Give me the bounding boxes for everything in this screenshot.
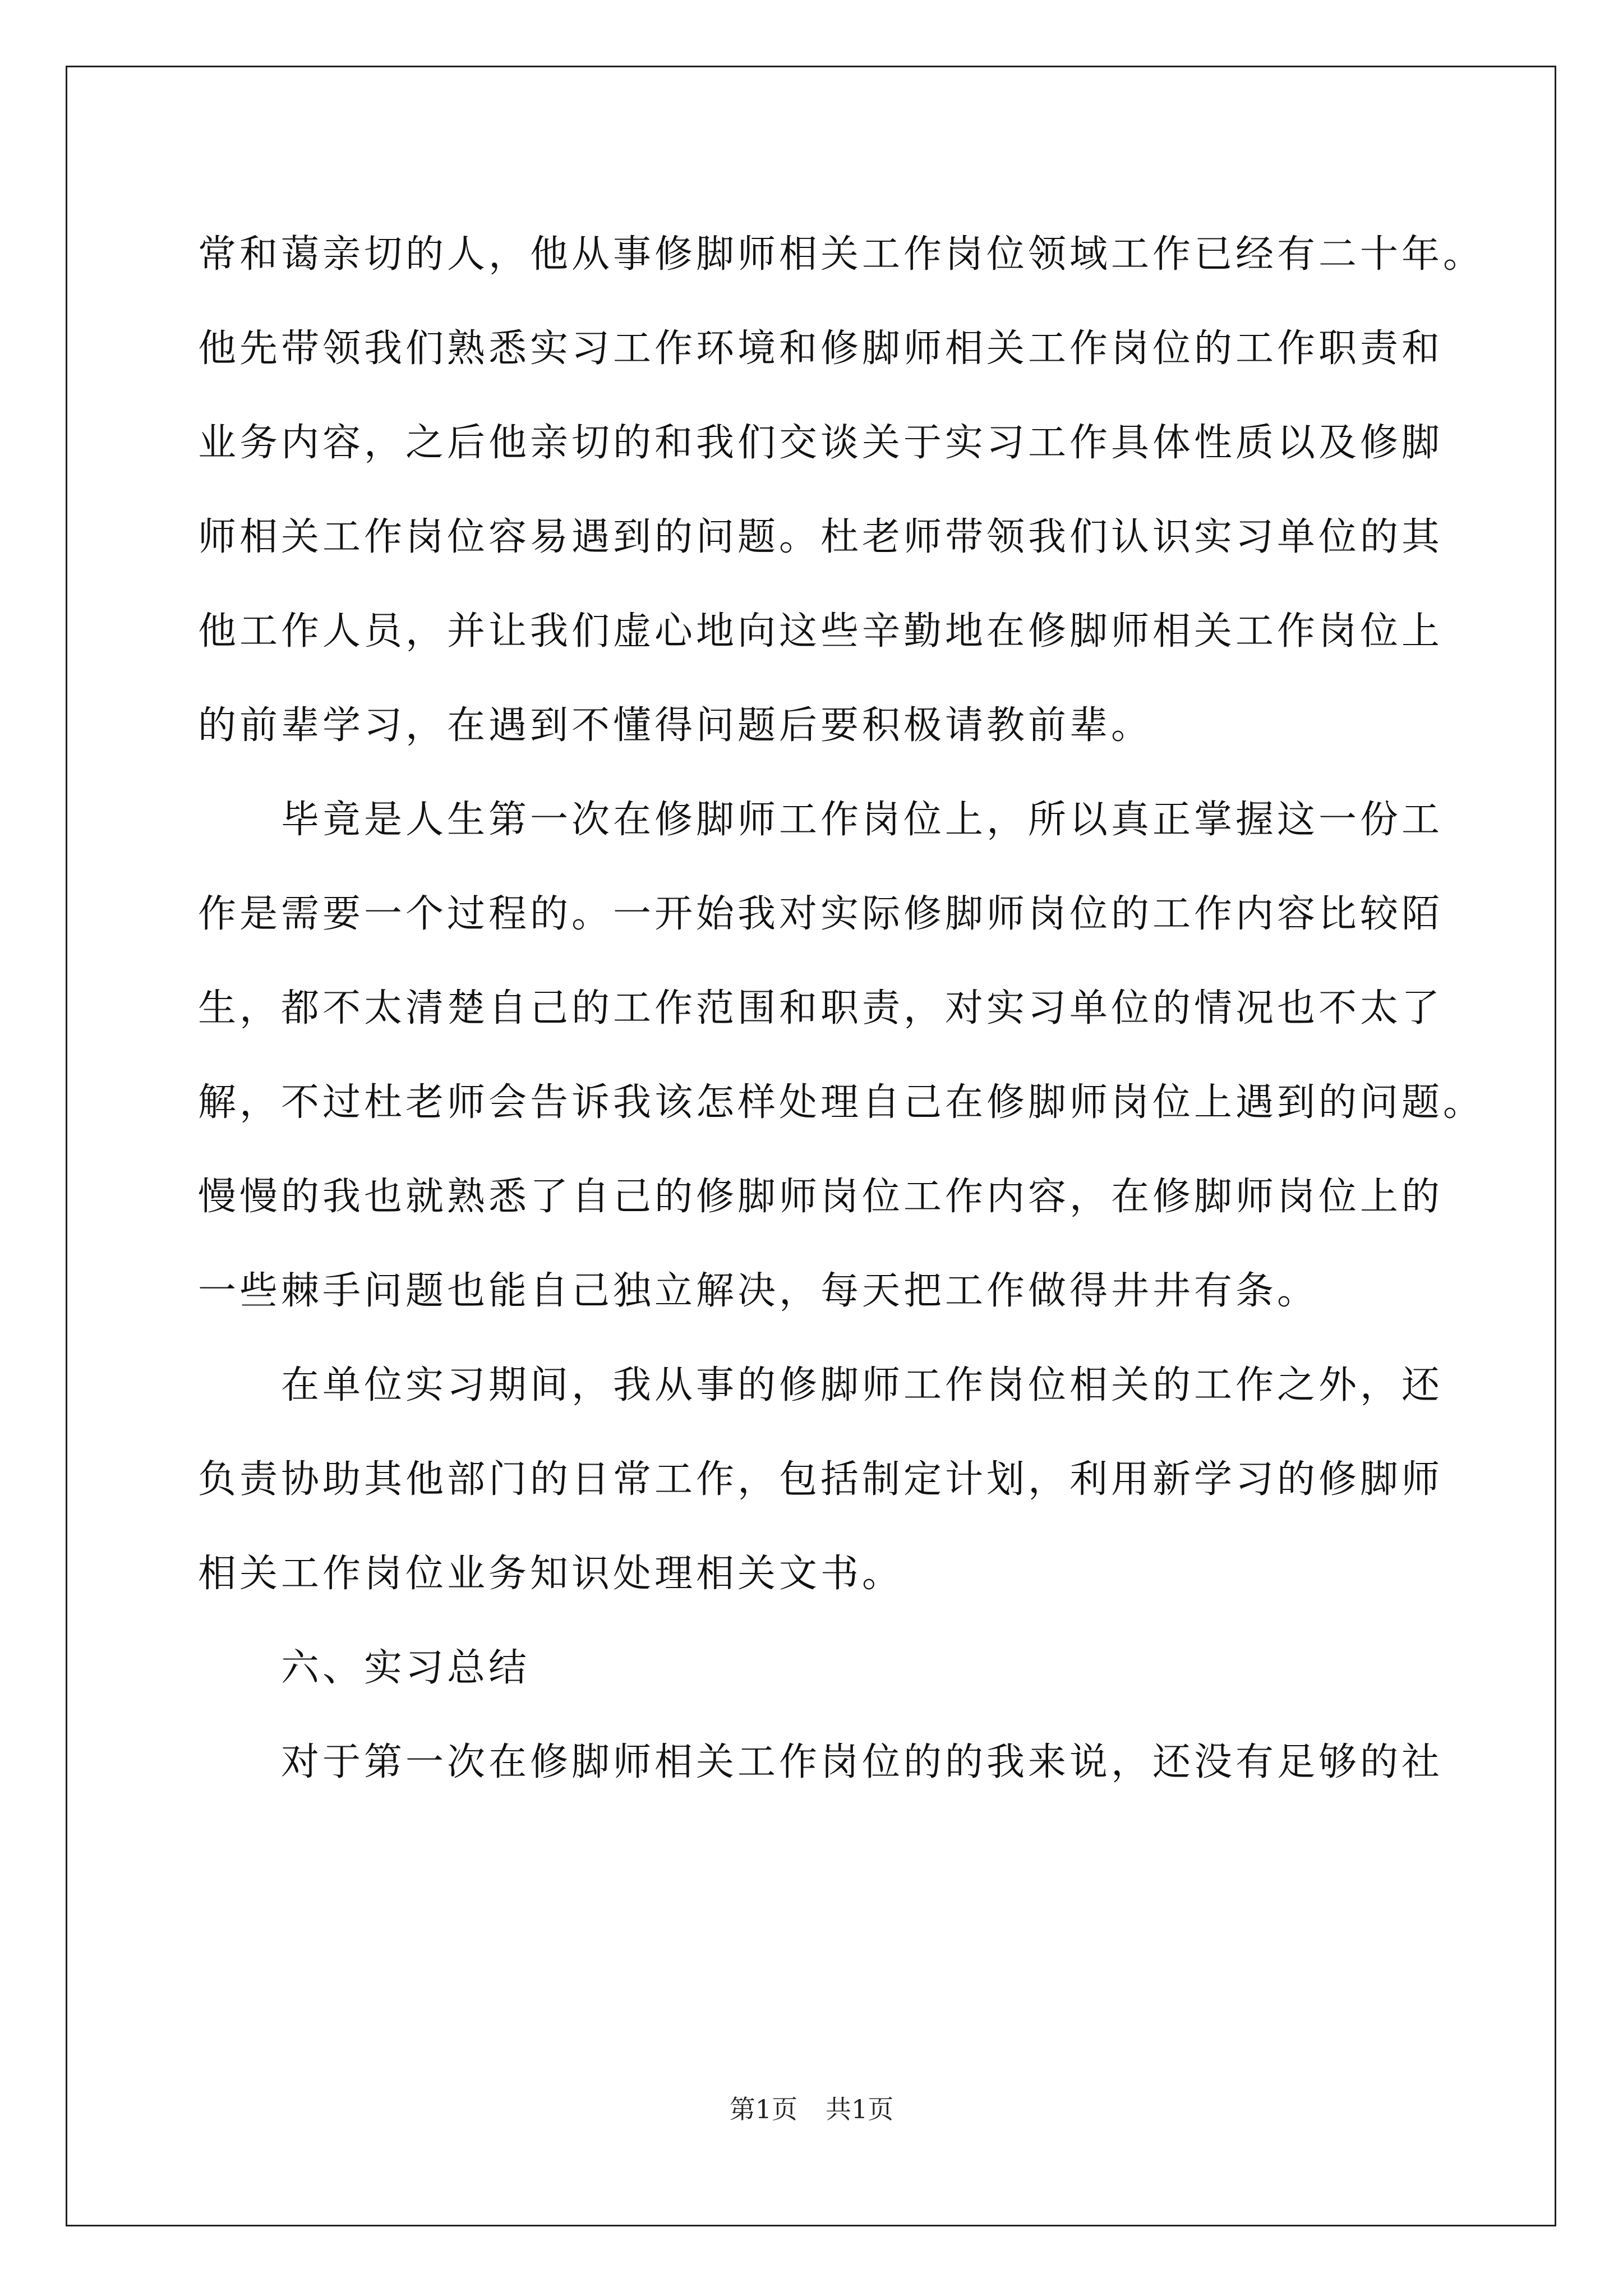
- paragraph-start-line: 对于第一次在修脚师相关工作岗位的的我来说，还没有足够的社: [281, 1740, 1444, 1784]
- text-line: 常和蔼亲切的人，他从事修脚师相关工作岗位领域工作已经有二十年。: [198, 232, 1485, 277]
- text-line: 慢慢的我也就熟悉了自己的修脚师岗位工作内容，在修脚师岗位上的: [198, 1175, 1444, 1219]
- text-line: 解，不过杜老师会告诉我该怎样处理自己在修脚师岗位上遇到的问题。: [198, 1080, 1485, 1125]
- text-line: 他先带领我们熟悉实习工作环境和修脚师相关工作岗位的工作职责和: [198, 326, 1444, 371]
- paragraph-start-line: 毕竟是人生第一次在修脚师工作岗位上，所以真正掌握这一份工: [281, 798, 1444, 842]
- text-line: 他工作人员，并让我们虚心地向这些辛勤地在修脚师相关工作岗位上: [198, 609, 1444, 654]
- text-line: 生，都不太清楚自己的工作范围和职责，对实习单位的情况也不太了: [198, 986, 1444, 1030]
- document-body: [198, 208, 1485, 1810]
- section-heading: 六、实习总结: [281, 1646, 531, 1690]
- text-line: 作是需要一个过程的。一开始我对实际修脚师岗位的工作内容比较陌: [198, 892, 1444, 936]
- paragraph-start-line: 在单位实习期间，我从事的修脚师工作岗位相关的工作之外，还: [281, 1363, 1444, 1407]
- text-line: 师相关工作岗位容易遇到的问题。杜老师带领我们认识实习单位的其: [198, 515, 1444, 559]
- text-line: 负责协助其他部门的日常工作，包括制定计划，利用新学习的修脚师: [198, 1457, 1444, 1502]
- text-line: 一些棘手问题也能自己独立解决，每天把工作做得井井有条。: [198, 1269, 1319, 1313]
- page-total: 共1页: [826, 2094, 894, 2124]
- page-number: 第1页: [729, 2094, 797, 2124]
- text-line: 业务内容，之后他亲切的和我们交谈关于实习工作具体性质以及修脚: [198, 421, 1444, 465]
- page-footer: [0, 2092, 1623, 2126]
- text-line: 相关工作岗位业务知识处理相关文书。: [198, 1552, 904, 1596]
- text-line: 的前辈学习，在遇到不懂得问题后要积极请教前辈。: [198, 703, 1153, 748]
